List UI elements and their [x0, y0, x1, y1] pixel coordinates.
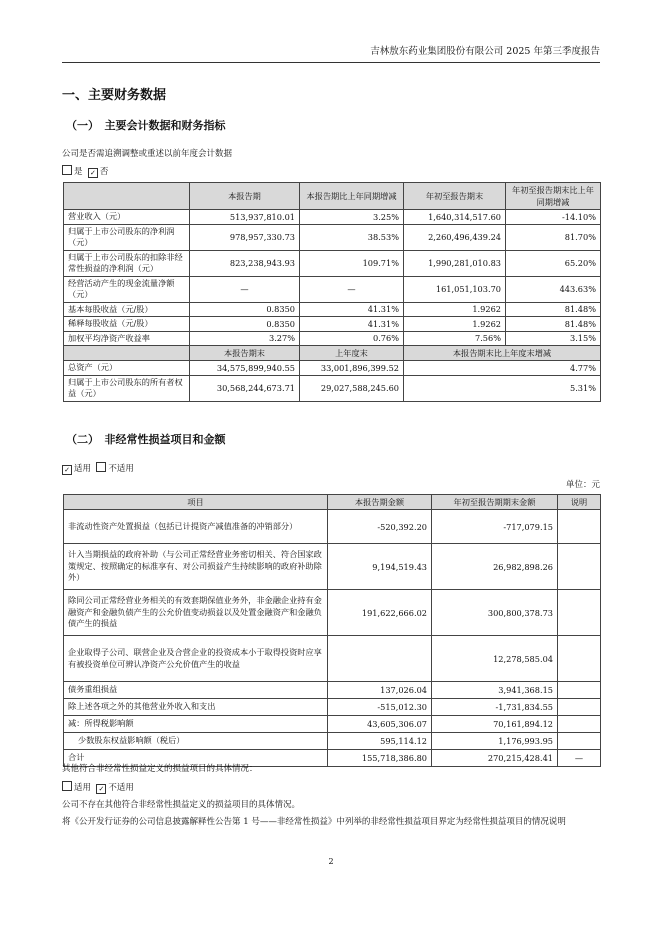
table-cell: 191,622,666.02: [328, 590, 432, 636]
table-cell: [558, 716, 601, 733]
table-cell: 1.9262: [404, 302, 506, 317]
table-cell: 1,176,993.95: [432, 733, 558, 750]
table-cell: 1.9262: [404, 317, 506, 332]
table-cell: 513,937,810.01: [190, 210, 300, 225]
choice-yes-label: 是: [74, 167, 83, 177]
table-row: [64, 510, 601, 544]
table-cell: —: [300, 276, 404, 302]
table-row: [64, 302, 601, 317]
table-cell: -14.10%: [506, 210, 601, 225]
apply-label: 适用: [74, 783, 92, 793]
subsection-title-1: （一） 主要会计数据和财务指标: [66, 119, 226, 132]
page-header: 吉林敖东药业集团股份有限公司 2025 年第三季度报告: [62, 44, 600, 63]
table-row: [64, 317, 601, 332]
table-cell: [558, 510, 601, 544]
header-row: [64, 346, 601, 361]
table-cell: 3.25%: [300, 210, 404, 225]
table-row: [64, 699, 601, 716]
table-cell: 161,051,103.70: [404, 276, 506, 302]
table-cell: 443.63%: [506, 276, 601, 302]
checkbox-checked-icon[interactable]: ✓: [88, 168, 98, 178]
table-cell: 81.48%: [506, 302, 601, 317]
column-header: [64, 346, 190, 361]
statement-2: 将《公开发行证券的公司信息披露解释性公告第 1 号——非经常性损益》中列举的非经常性损益项目界定为经常性损益项目的情况说明: [62, 817, 566, 827]
row-label: 营业收入（元）: [64, 210, 190, 225]
row-label: 除同公司正常经营业务相关的有效套期保值业务外，非金融企业持有金融资产和金融负债产生的公允价值变动损益以及处置金融资产和金融负债产生的损益: [64, 590, 328, 636]
table-row: [64, 544, 601, 590]
table-row: [64, 224, 601, 250]
table-row: [64, 636, 601, 682]
column-header: 项目: [64, 495, 328, 510]
table-row: [64, 733, 601, 750]
table-cell: -1,731,834.55: [432, 699, 558, 716]
table-cell: [558, 699, 601, 716]
column-header: 年初至报告期期末金额: [432, 495, 558, 510]
table-cell: 300,800,378.73: [432, 590, 558, 636]
table-cell: 595,114.12: [328, 733, 432, 750]
row-label: 归属于上市公司股东的净利润（元）: [64, 224, 190, 250]
restatement-choice: [62, 165, 108, 179]
choice-no-label: 否: [99, 167, 109, 177]
table-cell: 43,605,306.07: [328, 716, 432, 733]
table-cell: -520,392.20: [328, 510, 432, 544]
not-apply-label: 不适用: [108, 464, 134, 474]
column-header: [64, 183, 190, 210]
table-cell: 29,027,588,245.60: [300, 375, 404, 401]
table-cell: -717,079.15: [432, 510, 558, 544]
statement-1: 公司不存在其他符合非经常性损益定义的损益项目的具体情况。: [62, 800, 301, 810]
table-cell: 41.31%: [300, 317, 404, 332]
restatement-question: 公司是否需追溯调整或重述以前年度会计数据: [62, 149, 233, 159]
subsection-title-2: （二） 非经常性损益项目和金额: [66, 433, 226, 446]
other-items-choice: [62, 781, 134, 795]
table-row: [64, 682, 601, 699]
table-cell: —: [190, 276, 300, 302]
table-cell: [558, 590, 601, 636]
table-cell: 0.76%: [300, 331, 404, 346]
non-recurring-table: [63, 494, 601, 767]
table-cell: 38.53%: [300, 224, 404, 250]
table-cell: 2,260,496,439.24: [404, 224, 506, 250]
row-label: 除上述各项之外的其他营业外收入和支出: [64, 699, 328, 716]
column-header: 本报告期金额: [328, 495, 432, 510]
column-header: 年初至报告期末比上年同期增减: [506, 183, 601, 210]
row-label: 少数股东权益影响额（税后）: [64, 733, 328, 750]
column-header: 说明: [558, 495, 601, 510]
table-row: [64, 250, 601, 276]
column-header: 上年度末: [300, 346, 404, 361]
table-cell: 978,957,330.73: [190, 224, 300, 250]
table-cell: 30,568,244,673.71: [190, 375, 300, 401]
table-cell: 137,026.04: [328, 682, 432, 699]
applicability-choice: [62, 462, 134, 476]
apply-label: 适用: [74, 464, 92, 474]
table-cell: 81.48%: [506, 317, 601, 332]
table-cell: 270,215,428.41: [432, 750, 558, 767]
row-label: 计入当期损益的政府补助（与公司正常经营业务密切相关、符合国家政策规定、按照确定的标准享有、对公司损益产生持续影响的政府补助除外）: [64, 544, 328, 590]
table-row: [64, 276, 601, 302]
page-number: 2: [328, 857, 334, 866]
table-cell: 7.56%: [404, 331, 506, 346]
unit-label: 单位：元: [565, 480, 600, 490]
table-cell: 33,001,896,399.52: [300, 361, 404, 376]
table-cell: 5.31%: [404, 375, 601, 401]
table-cell: 1,990,281,010.83: [404, 250, 506, 276]
table-cell: -515,012.30: [328, 699, 432, 716]
table-cell: 70,161,894.12: [432, 716, 558, 733]
row-label: 企业取得子公司、联营企业及合营企业的投资成本小于取得投资时应享有被投资单位可辨认净资产公允价值产生的收益: [64, 636, 328, 682]
table-cell: 41.31%: [300, 302, 404, 317]
checkbox-checked-icon[interactable]: ✓: [96, 784, 106, 794]
table-row: [64, 716, 601, 733]
table-cell: 823,238,943.93: [190, 250, 300, 276]
header-row: [64, 495, 601, 510]
table-cell: 3,941,368.15: [432, 682, 558, 699]
column-header: 本报告期末: [190, 346, 300, 361]
row-label: 基本每股收益（元/股）: [64, 302, 190, 317]
table-cell: [328, 636, 432, 682]
row-label: 债务重组损益: [64, 682, 328, 699]
table-cell: 65.20%: [506, 250, 601, 276]
row-label: 总资产（元）: [64, 361, 190, 376]
section-title: 一、主要财务数据: [62, 88, 167, 103]
table-row: [64, 590, 601, 636]
table-cell: 0.8350: [190, 302, 300, 317]
table-cell: 9,194,519.43: [328, 544, 432, 590]
table-cell: [558, 544, 601, 590]
table-cell: 34,575,899,940.55: [190, 361, 300, 376]
checkbox-checked-icon[interactable]: ✓: [62, 465, 72, 475]
row-label: 合计: [64, 750, 328, 767]
table-row: [64, 361, 601, 376]
column-header: 本报告期比上年同期增减: [300, 183, 404, 210]
column-header: 年初至报告期末: [404, 183, 506, 210]
table-cell: 12,278,585.04: [432, 636, 558, 682]
column-header: 本报告期: [190, 183, 300, 210]
key-financial-table: [63, 182, 601, 402]
table-cell: —: [558, 750, 601, 767]
checkbox-unchecked-icon[interactable]: [96, 462, 106, 472]
not-apply-label: 不适用: [108, 783, 134, 793]
checkbox-unchecked-icon[interactable]: [62, 781, 72, 791]
column-header: 本报告期末比上年度末增减: [404, 346, 601, 361]
table-cell: 3.27%: [190, 331, 300, 346]
table-cell: [558, 733, 601, 750]
table-cell: 81.70%: [506, 224, 601, 250]
table-cell: 1,640,314,517.60: [404, 210, 506, 225]
row-label: 稀释每股收益（元/股）: [64, 317, 190, 332]
table-cell: [558, 682, 601, 699]
table-row: [64, 210, 601, 225]
other-items-note: 其他符合非经常性损益定义的损益项目的具体情况：: [62, 764, 258, 774]
row-label: 归属于上市公司股东的扣除非经常性损益的净利润（元）: [64, 250, 190, 276]
table-cell: 3.15%: [506, 331, 601, 346]
row-label: 归属于上市公司股东的所有者权益（元）: [64, 375, 190, 401]
table-cell: [558, 636, 601, 682]
row-label: 减：所得税影响额: [64, 716, 328, 733]
table-cell: 4.77%: [404, 361, 601, 376]
table-cell: 26,982,898.26: [432, 544, 558, 590]
table-cell: 0.8350: [190, 317, 300, 332]
table-cell: 109.71%: [300, 250, 404, 276]
table-cell: 155,718,386.80: [328, 750, 432, 767]
row-label: 加权平均净资产收益率: [64, 331, 190, 346]
table-row: [64, 331, 601, 346]
row-label: 非流动性资产处置损益（包括已计提资产减值准备的冲销部分）: [64, 510, 328, 544]
row-label: 经营活动产生的现金流量净额（元）: [64, 276, 190, 302]
header-row: [64, 183, 601, 210]
table-row: [64, 375, 601, 401]
checkbox-unchecked-icon[interactable]: [62, 165, 72, 175]
